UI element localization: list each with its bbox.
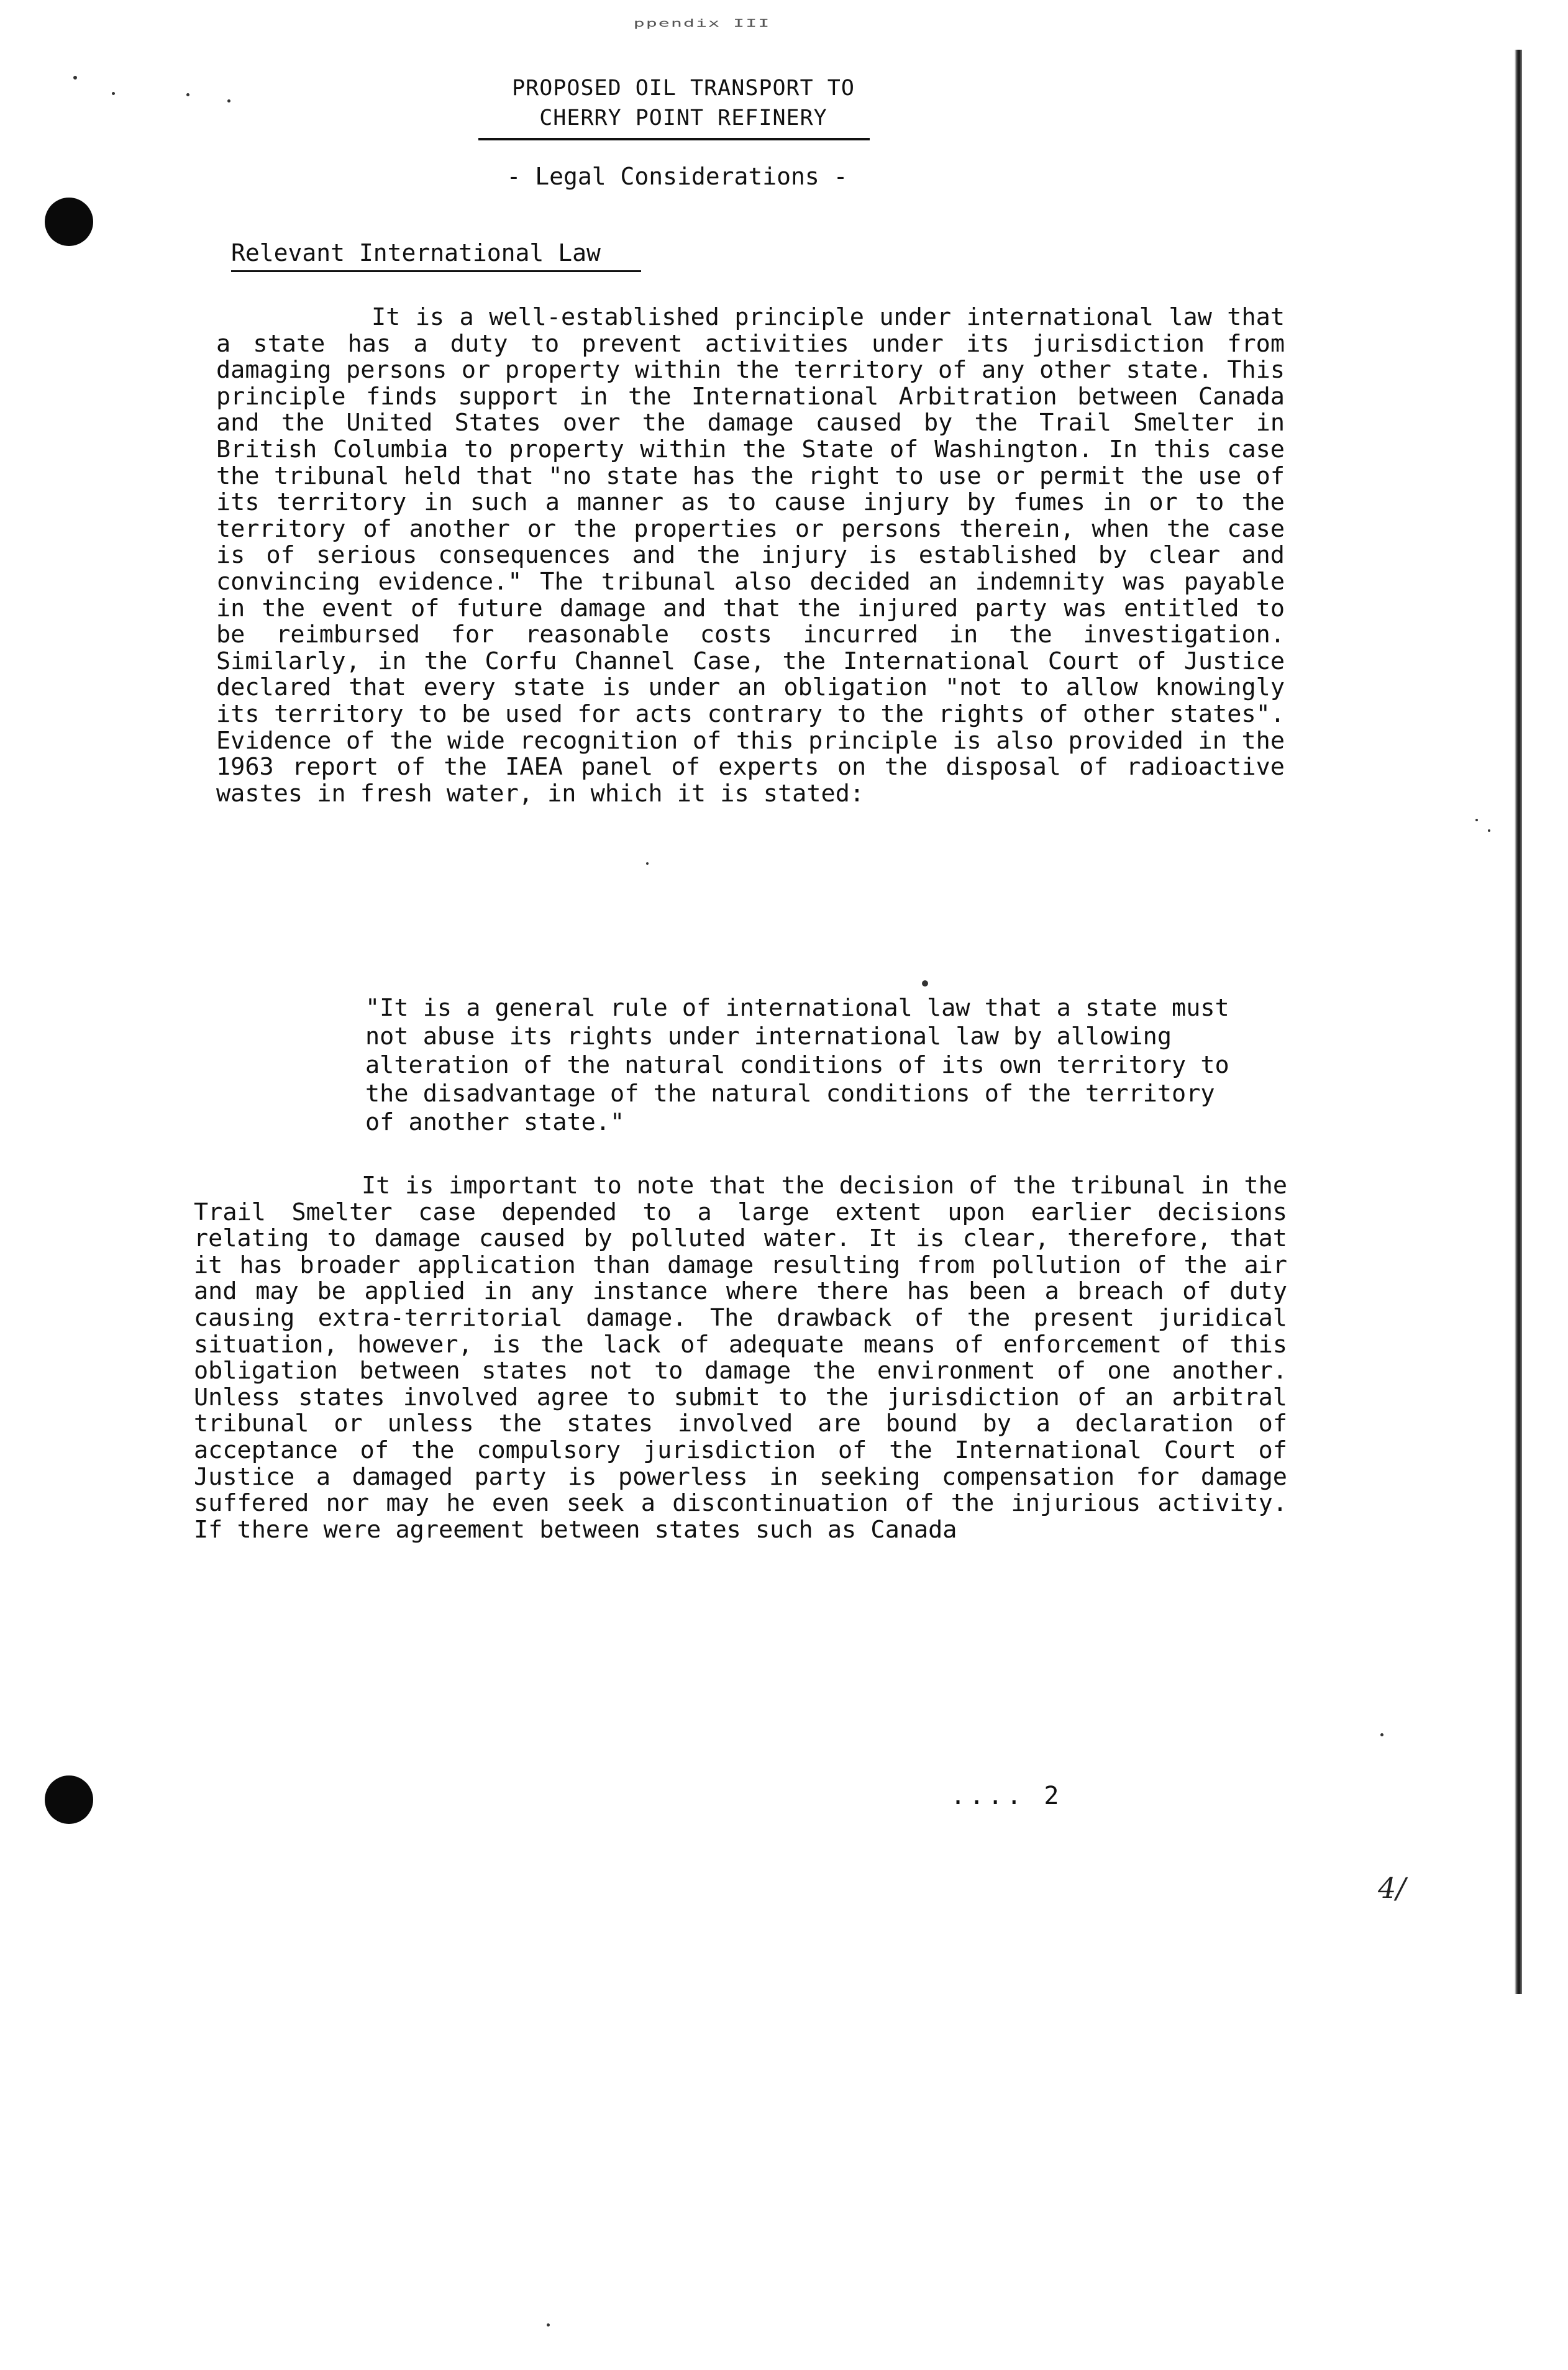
scan-speck <box>1380 1733 1383 1736</box>
block-quote: "It is a general rule of international law that a state must not abuse its rights under international law by allowing alteration of the natural conditions of its own territory to the disadvantage of the natural conditions of the territory of another state." <box>365 994 1229 1136</box>
document-subtitle: - Legal Considerations - <box>506 163 848 190</box>
title-underline <box>478 138 870 140</box>
scan-speck <box>547 2323 550 2327</box>
section-heading: Relevant International Law <box>231 239 601 267</box>
scan-speck <box>1475 819 1478 821</box>
punch-hole-top <box>45 198 93 246</box>
title-line-2: CHERRY POINT REFINERY <box>539 106 827 130</box>
scan-speck <box>646 862 649 865</box>
appendix-label: ppendix III <box>633 17 771 30</box>
scan-speck <box>112 92 115 95</box>
handwritten-mark: 4/ <box>1378 1871 1406 1905</box>
punch-hole-bottom <box>45 1775 93 1824</box>
paragraph-1: It is a well-established principle under international law that a state has a duty to prevent activities under its jurisdiction from damaging persons or property within the territory of any other state. This principle finds support in the International Arbitration between Canada and the United States over the damage caused by the Trail Smelter in British Columbia to property within the State of Washington. In this case the tribunal held that "no state has the right to use or permit the use of its territory in such a manner as to cause injury by fumes in or to the territory of another or the properties or persons therein, when the case is of serious consequences and the injury is established by clear and convincing evidence." The tribunal also decided an indemnity was payable in the event of future damage and that the injured party was entitled to be reimbursed for reasonable costs incurred in the investigation. Similarly, in the Corfu Channel Case, the International Court of Justice declared that every state is under an obligation "not to allow knowingly its territory to be used for acts contrary to the rights of other states". Evidence of the wide recognition of this principle is also provided in the 1963 report of the IAEA panel of experts on the disposal of radioactive wastes in fresh water, in which it is stated: <box>216 303 1285 808</box>
section-heading-underline <box>231 270 641 272</box>
title-line-1: PROPOSED OIL TRANSPORT TO <box>512 76 855 101</box>
document-title <box>472 73 895 133</box>
scan-speck <box>922 980 928 987</box>
scan-speck <box>227 99 230 103</box>
scan-edge-shadow <box>1515 50 1522 1994</box>
paragraph-2: It is important to note that the decision of the tribunal in the Trail Smelter case depended to a large extent upon earlier decisions relating to damage caused by polluted water. It is clear, therefore, that it has broader application than damage resulting from pollution of the air and may be applied in any instance where there has been a breach of duty causing extra-territorial damage. The drawback of the present juridical situation, however, is the lack of adequate means of enforcement of this obligation between states not to damage the environment of one another. Unless states involved agree to submit to the jurisdiction of an arbitral tribunal or unless the states involved are bound by a declaration of acceptance of the compulsory jurisdiction of the International Court of Justice a damaged party is powerless in seeking compensation for damage suffered nor may he even seek a discontinuation of the injurious activity. If there were agreement between states such as Canada <box>194 1172 1287 1544</box>
scan-speck <box>1488 829 1490 832</box>
scan-speck <box>73 76 77 80</box>
scan-speck <box>186 93 189 96</box>
page-number: .... 2 <box>950 1782 1063 1810</box>
